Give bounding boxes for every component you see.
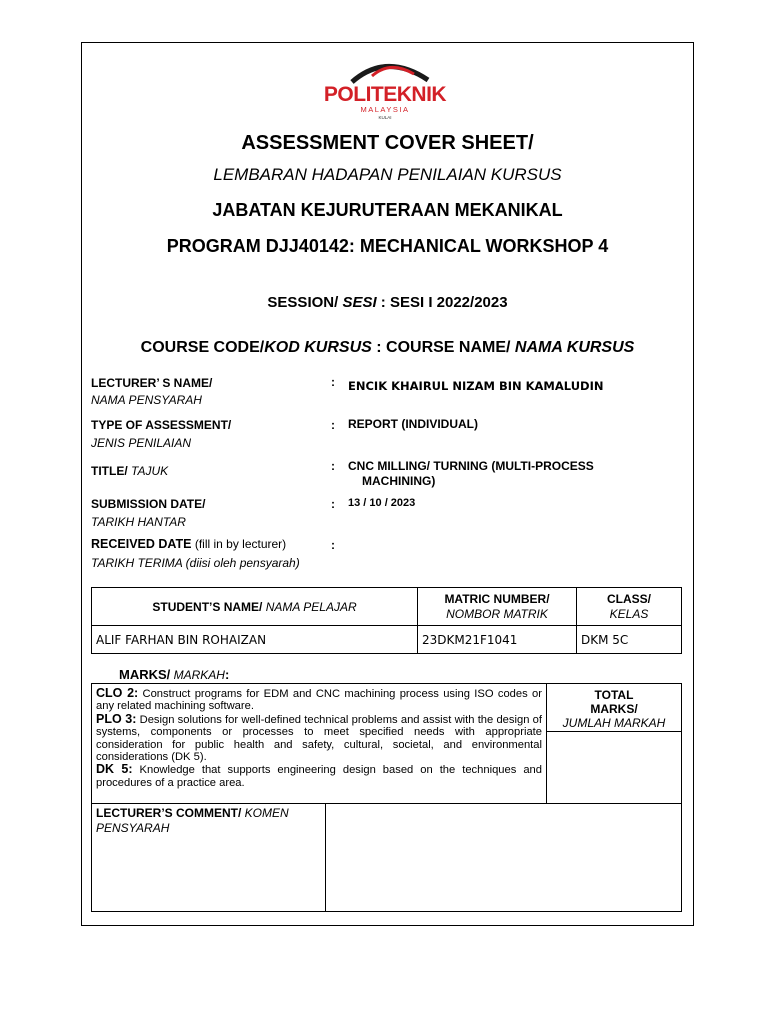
page-title-malay: LEMBARAN HADAPAN PENILAIAN KURSUS [213, 165, 562, 184]
total-marks-header: TOTAL MARKS/ JUMLAH MARKAH [547, 684, 681, 732]
submission-colon: : [331, 497, 335, 511]
title-colon: : [331, 459, 335, 473]
total-marks-field[interactable] [547, 732, 681, 803]
received-date-label: RECEIVED DATE (fill in by lecturer) [91, 537, 287, 551]
received-date-label-malay: TARIKH TERIMA (diisi oleh pensyarah) [91, 556, 300, 570]
class-header: CLASS/ KELAS [577, 588, 682, 626]
title-label: TITLE/ TAJUK [91, 464, 169, 478]
matric-number-header: MATRIC NUMBER/ NOMBOR MATRIK [418, 588, 577, 626]
received-colon: : [331, 538, 335, 552]
submission-date-label: SUBMISSION DATE/ [91, 497, 206, 511]
marks-table [91, 683, 682, 912]
plo3-text: PLO 3: Design solutions for well-defined technical problems and assist with the design of systems, components or processes to meet specified needs with appropriate consideration for public health and safety, cultural, societal, and environmental considerations (DK 5). [96, 711, 542, 764]
marks-label: MARKS/ MARKAH: [119, 667, 230, 682]
session-line: SESSION/ SESI : SESI I 2022/2023 [267, 294, 508, 311]
assessment-colon: : [331, 418, 335, 432]
politeknik-logo [316, 56, 454, 120]
lecturer-comment-field[interactable] [326, 804, 681, 911]
submission-date-label-malay: TARIKH HANTAR [91, 515, 186, 529]
assessment-type-label: TYPE OF ASSESSMENT/ [91, 418, 232, 432]
program-name: PROGRAM DJJ40142: MECHANICAL WORKSHOP 4 [166, 236, 609, 256]
outcomes-cell [92, 684, 547, 803]
logo-campus-text: KULAI [378, 115, 392, 120]
assessment-type-label-malay: JENIS PENILAIAN [91, 436, 192, 450]
title-value-line2: MACHINING) [362, 474, 436, 488]
lecturer-name-label: LECTURER’ S NAME/ [91, 376, 213, 390]
lecturer-colon: : [331, 375, 335, 389]
logo-country-text: MALAYSIA [360, 105, 410, 114]
student-name-value: ALIF FARHAN BIN ROHAIZAN [92, 626, 418, 654]
matric-number-value: 23DKM21F1041 [418, 626, 577, 654]
department-name: JABATAN KEJURUTERAAN MEKANIKAL [212, 200, 563, 220]
title-value-line1: CNC MILLING/ TURNING (MULTI-PROCESS [348, 459, 594, 473]
student-table [91, 587, 682, 654]
lecturer-name-value: ENCIK KHAIRUL NIZAM BIN KAMALUDIN [348, 379, 604, 393]
dk5-text: DK 5: Knowledge that supports engineering design based on the techniques and procedures of a practice area. [96, 762, 542, 789]
assessment-type-value: REPORT (INDIVIDUAL) [348, 417, 478, 431]
page-title: ASSESSMENT COVER SHEET/ [241, 132, 534, 154]
clo2-text: CLO 2: Construct programs for EDM and CNC machining process using ISO codes or any related machining software. [96, 686, 542, 713]
student-name-header: STUDENT’S NAME/ NAMA PELAJAR [92, 588, 418, 626]
class-value: DKM 5C [577, 626, 682, 654]
logo-brand-text: POLITEKNIK [323, 83, 447, 106]
lecturer-comment-label: LECTURER’S COMMENT/ KOMEN PENSYARAH [92, 804, 326, 911]
lecturer-name-label-malay: NAMA PENSYARAH [91, 393, 202, 407]
course-code-line: COURSE CODE/KOD KURSUS : COURSE NAME/ NAMA KURSUS [140, 339, 635, 356]
submission-date-value: 13 / 10 / 2023 [348, 497, 416, 509]
